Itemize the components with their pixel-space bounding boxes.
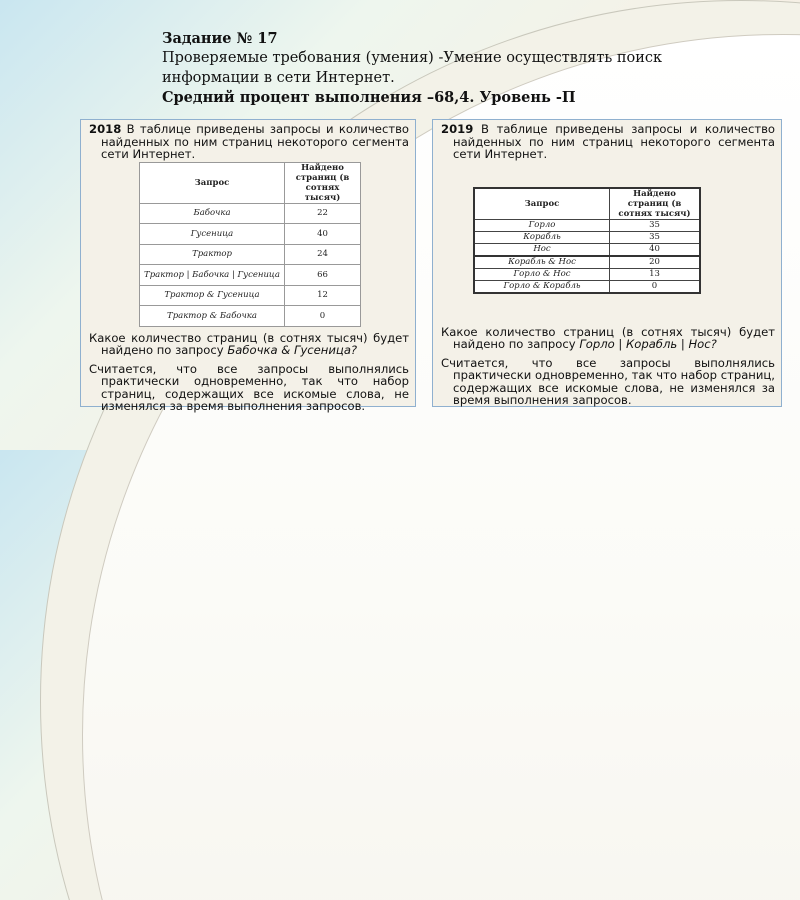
query-table xyxy=(473,187,701,294)
question-query: Бабочка & Гусеница? xyxy=(227,343,358,357)
note-text: Считается, что все запросы выполнялись практически одновременно, так что набор страниц, содержащих все искомые слова, не изменялся за время выполнения запросов. xyxy=(441,355,775,407)
table-row: Нос 40 xyxy=(474,243,700,256)
question-query: Горло | Корабль | Нос? xyxy=(579,337,717,351)
year-label: 2018 xyxy=(89,122,122,136)
question-text: Какое количество страниц (в сотнях тысяч) будет найдено по запросу Бабочка & Гусеница? xyxy=(89,330,409,357)
table-row: Трактор & Бабочка 0 xyxy=(140,306,361,327)
requirement-line-1: Проверяемые требования (умения) -Умение осуществлять поиск xyxy=(162,50,663,66)
intro-text: 2019 В таблице приведены запросы и количество найденных по ним страниц некоторого сегмента сети Интернет. xyxy=(441,122,775,161)
table-row: Бабочка 22 xyxy=(140,203,361,224)
table-row: Трактор & Гусеница 12 xyxy=(140,285,361,306)
slide-header xyxy=(162,29,762,108)
column-header-count: Найдено страниц (в сотнях тысяч) xyxy=(610,188,701,220)
note-text: Считается, что все запросы выполнялись практически одновременно, так что набор страниц, содержащих все искомые слова, не изменялся за время выполнения запросов. xyxy=(89,361,409,413)
table-row: Горло & Нос 13 xyxy=(474,268,700,280)
completion-stats: Средний процент выполнения –68,4. Уровень -П xyxy=(162,89,576,106)
requirement-line-2: информации в сети Интернет. xyxy=(162,69,395,86)
query-table xyxy=(139,162,361,327)
table-row: Корабль & Нос 20 xyxy=(474,256,700,269)
table-row: Горло & Корабль 0 xyxy=(474,280,700,293)
year-label: 2019 xyxy=(441,122,474,136)
task-title: Задание № 17 xyxy=(162,30,278,47)
task-card-2018 xyxy=(80,119,416,413)
question-text: Какое количество страниц (в сотнях тысяч) будет найдено по запросу Горло | Корабль | Нос? xyxy=(441,324,775,351)
table-row: Трактор | Бабочка | Гусеница 66 xyxy=(140,265,361,286)
task-card-2019 xyxy=(432,119,782,407)
column-header-count: Найдено страниц (в сотнях тысяч) xyxy=(285,162,361,203)
column-header-query: Запрос xyxy=(474,188,610,220)
table-row: Трактор 24 xyxy=(140,244,361,265)
table-row: Корабль 35 xyxy=(474,231,700,243)
intro-text: 2018 В таблице приведены запросы и количество найденных по ним страниц некоторого сегмента сети Интернет. xyxy=(89,122,409,161)
table-row: Гусеница 40 xyxy=(140,224,361,245)
column-header-query: Запрос xyxy=(140,162,285,203)
table-row: Горло 35 xyxy=(474,219,700,231)
